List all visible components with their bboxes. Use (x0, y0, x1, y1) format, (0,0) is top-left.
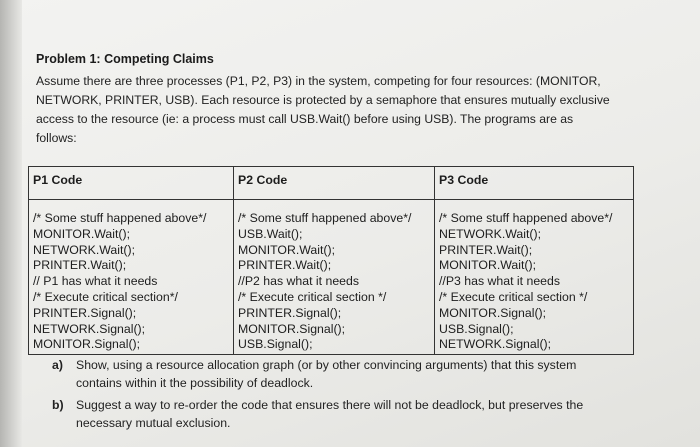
code-line: PRINTER.Wait(); (33, 258, 127, 273)
question-line: Suggest a way to re-order the code that ensures there will not be deadlock, but preserves the (76, 398, 584, 412)
code-line: /* Some stuff happened above*/ (33, 211, 207, 225)
code-line: MONITOR.Wait(); (238, 242, 335, 257)
code-line: MONITOR.Wait(); (439, 258, 536, 273)
code-line: //P3 has what it needs (439, 274, 560, 289)
p1-code-cell (29, 200, 234, 355)
code-line: NETWORK.Wait(); (439, 226, 542, 241)
question-label: a) (52, 358, 63, 372)
code-line: MONITOR.Signal(); (33, 337, 141, 352)
intro-line: NETWORK, PRINTER, USB). Each resource is protected by a semaphore that ensures mutually exclusive (36, 93, 610, 107)
code-line: MONITOR.Signal(); (439, 305, 547, 320)
page-shadow (0, 0, 22, 447)
question-label: b) (52, 398, 64, 412)
header-p3: P3 Code (435, 167, 634, 200)
question-list (52, 356, 632, 436)
code-line: NETWORK.Signal(); (439, 337, 552, 352)
code-table (28, 166, 634, 355)
code-line: // P1 has what it needs (33, 274, 158, 289)
code-line: MONITOR.Signal(); (238, 321, 346, 336)
question-b (52, 396, 632, 432)
intro-line: access to the resource (ie: a process must call USB.Wait() before using USB). The programs are as (36, 112, 574, 126)
code-line: /* Some stuff happened above*/ (238, 211, 412, 225)
code-line: /* Execute critical section */ (238, 289, 387, 304)
code-line: PRINTER.Wait(); (439, 242, 533, 257)
intro-line: follows: (36, 131, 77, 145)
code-table-header-row (29, 167, 634, 200)
question-line: Show, using a resource allocation graph (or by other convincing arguments) that this system (76, 358, 577, 372)
question-line: contains within it the possibility of deadlock. (76, 376, 314, 390)
code-line: MONITOR.Wait(); (33, 226, 130, 241)
code-line: //P2 has what it needs (238, 274, 359, 289)
code-line: USB.Signal(); (238, 337, 313, 352)
p3-code-cell (435, 200, 634, 355)
code-line: /* Some stuff happened above*/ (439, 211, 613, 225)
problem-intro (36, 72, 616, 148)
code-line: /* Execute critical section*/ (33, 289, 178, 304)
code-line: NETWORK.Wait(); (33, 242, 136, 257)
code-line: PRINTER.Signal(); (33, 305, 137, 320)
question-a (52, 356, 632, 392)
code-line: NETWORK.Signal(); (33, 321, 146, 336)
question-line: necessary mutual exclusion. (76, 416, 231, 430)
code-line: USB.Signal(); (439, 321, 514, 336)
intro-line: Assume there are three processes (P1, P2, P3) in the system, competing for four resources: (MONITOR, (36, 74, 601, 88)
code-line: PRINTER.Signal(); (238, 305, 342, 320)
code-line: /* Execute critical section */ (439, 289, 588, 304)
code-line: USB.Wait(); (238, 226, 303, 241)
code-line: PRINTER.Wait(); (238, 258, 332, 273)
problem-title: Problem 1: Competing Claims (36, 52, 214, 66)
header-p2: P2 Code (234, 167, 435, 200)
code-table-body-row (29, 200, 634, 355)
p2-code-cell (234, 200, 435, 355)
header-p1: P1 Code (29, 167, 234, 200)
